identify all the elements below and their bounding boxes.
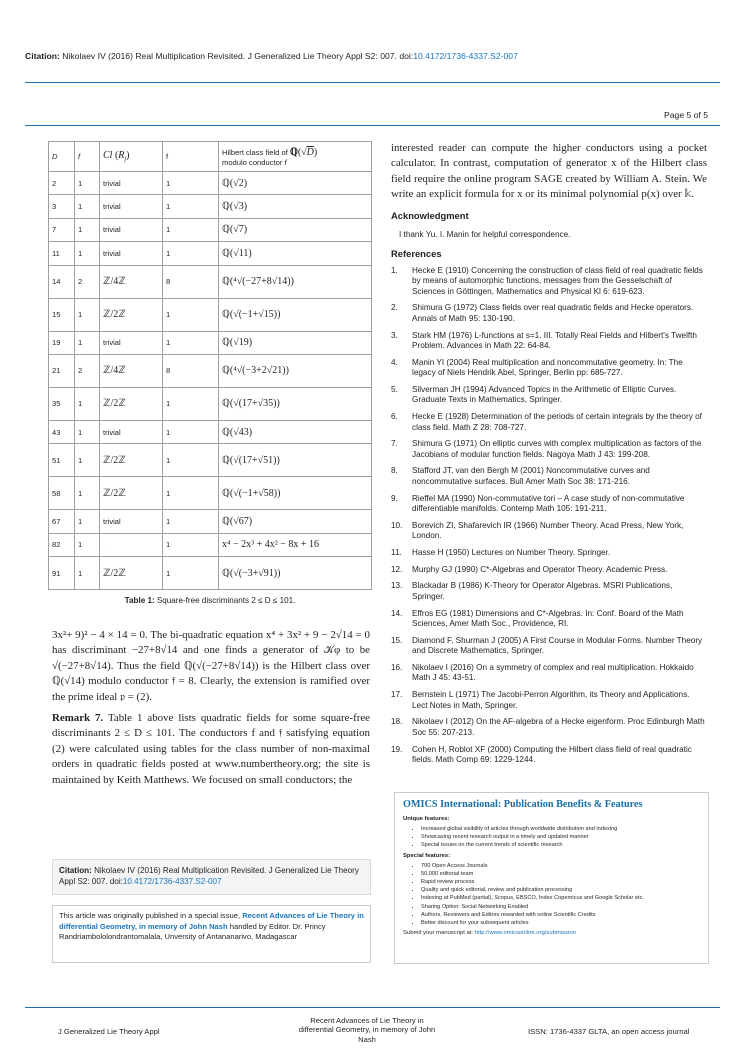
- cell-conductor: 1: [163, 331, 219, 354]
- cell-conductor: 1: [163, 172, 219, 195]
- cell-class-group: trivial: [100, 510, 163, 533]
- table-body: [49, 172, 372, 590]
- header-conductor: f: [163, 142, 219, 172]
- cell-f: 1: [75, 242, 100, 265]
- cell-class-group: ℤ/2ℤ: [100, 557, 163, 590]
- citation-box: [52, 859, 371, 895]
- table-row: [49, 444, 372, 477]
- table-caption-label: Table 1:: [124, 596, 155, 606]
- omics-submit: [403, 930, 700, 936]
- reference-text: Borevich ZI, Shafarevich IR (1966) Number Theory. Acad Press, New York, London.: [412, 520, 684, 541]
- cell-conductor: 1: [163, 477, 219, 510]
- omics-unique-list: [403, 825, 700, 850]
- table-row: [49, 387, 372, 420]
- cell-hilbert-field: ℚ(⁴√(−27+8√14)): [219, 265, 372, 298]
- omics-special-list: [403, 862, 700, 928]
- cell-d: 43: [49, 420, 75, 443]
- reference-item: [391, 331, 707, 352]
- reference-number: 8.: [391, 466, 398, 476]
- cell-class-group: trivial: [100, 218, 163, 241]
- cell-hilbert-field: ℚ(√(17+√35)): [219, 387, 372, 420]
- table-row: [49, 533, 372, 556]
- table-row: [49, 420, 372, 443]
- cell-class-group: trivial: [100, 172, 163, 195]
- omics-feature-item: • Sharing Option: Social Networking Enabled: [421, 903, 700, 911]
- reference-item: [391, 609, 707, 630]
- reference-item: [391, 385, 707, 406]
- reference-text: Murphy GJ (1990) C*-Algebras and Operator Theory. Academic Press.: [412, 564, 668, 574]
- cell-hilbert-field: x⁴ − 2x³ + 4x² − 8x + 16: [219, 533, 372, 556]
- reference-item: [391, 745, 707, 766]
- reference-number: 9.: [391, 493, 398, 503]
- table-caption: [48, 596, 372, 605]
- reference-number: 1.: [391, 265, 398, 275]
- cell-d: 14: [49, 265, 75, 298]
- omics-title: OMICS International: Publication Benefits & Features: [403, 799, 643, 810]
- reference-text: Diamond F, Shurman J (2005) A First Course in Modular Forms. Number Theory and Discrete Mathematics, Springer.: [412, 635, 703, 656]
- cell-f: 1: [75, 533, 100, 556]
- reference-item: [391, 412, 707, 433]
- cell-d: 67: [49, 510, 75, 533]
- cell-f: 1: [75, 510, 100, 533]
- header-rule: [25, 82, 720, 83]
- reference-number: 10.: [391, 520, 403, 530]
- cell-class-group: ℤ/2ℤ: [100, 298, 163, 331]
- citation-box-label: Citation:: [59, 866, 92, 875]
- cell-f: 1: [75, 172, 100, 195]
- reference-item: [391, 636, 707, 657]
- cell-conductor: 1: [163, 557, 219, 590]
- reference-item: [391, 521, 707, 542]
- special-issue-box: [52, 905, 371, 963]
- omics-feature-item: • Better discount for your subsequent articles: [421, 919, 700, 927]
- footer-journal: J Generalized Lie Theory Appl: [58, 1027, 160, 1036]
- cell-f: 1: [75, 195, 100, 218]
- cell-class-group: ℤ/2ℤ: [100, 387, 163, 420]
- reference-text: Shimura G (1972) Class fields over real quadratic fields and Hecke operators. Annals of Math 95: 130-190.: [412, 303, 694, 323]
- footer-issn: ISSN: 1736-4337 GLTA, an open access journal: [528, 1027, 690, 1036]
- omics-submit-link[interactable]: http://www.omicsonline.org/submission: [474, 930, 576, 937]
- cell-class-group: trivial: [100, 420, 163, 443]
- reference-number: 16.: [391, 662, 403, 672]
- reference-item: [391, 266, 707, 298]
- cell-hilbert-field: ℚ(√(−1+√58)): [219, 477, 372, 510]
- reference-item: [391, 303, 707, 324]
- cell-class-group: ℤ/4ℤ: [100, 354, 163, 387]
- reference-number: 13.: [391, 581, 403, 591]
- header-doi-link[interactable]: 10.4172/1736-4337.S2-007: [413, 51, 518, 61]
- table-row: [49, 557, 372, 590]
- reference-text: Hecke E (1928) Determination of the periods of certain integrals by the theory of class field. Math Z 28: 708-727.: [412, 412, 702, 432]
- reference-text: Rieffel MA (1990) Non-commutative tori – A case study of non-commutative differentiable manifolds. Contemp Math 105: 191-211.: [412, 493, 685, 514]
- special-issue-title[interactable]: Recent Advances of Lie Theory in differential Geometry, in memory of John Nash: [59, 911, 364, 931]
- reference-text: Stafford JT, van den Bergh M (2001) Noncommutative curves and noncommutative surfaces. Bull Amer Math Soc 38: 171-216.: [412, 466, 650, 486]
- remark-label: Remark 7.: [52, 712, 104, 725]
- cell-conductor: 1: [163, 242, 219, 265]
- citation-box-text: Nikolaev IV (2016) Real Multiplication Revisited. J Generalized Lie Theory Appl S2: 007. doi:: [59, 866, 359, 886]
- right-column: [391, 141, 707, 772]
- reference-item: [391, 663, 707, 684]
- page-number-rule: [25, 125, 720, 126]
- cell-f: 1: [75, 387, 100, 420]
- cell-conductor: 8: [163, 354, 219, 387]
- cell-d: 58: [49, 477, 75, 510]
- reference-text: Stark HM (1976) L-functions at s=1. III. Totally Real Fields and Hilbert's Twelfth Problem. Advances in Math 22: 64-84.: [412, 330, 697, 350]
- cell-conductor: 1: [163, 298, 219, 331]
- table-row: [49, 172, 372, 195]
- table-row: [49, 354, 372, 387]
- cell-f: 1: [75, 298, 100, 331]
- reference-text: Bernstein L (1971) The Jacobi-Perron Algorithm, its Theory and Applications. Lect Notes in Math, Springer.: [412, 690, 690, 710]
- table-row: [49, 298, 372, 331]
- cell-d: 91: [49, 557, 75, 590]
- reference-number: 15.: [391, 635, 403, 645]
- cell-conductor: 1: [163, 444, 219, 477]
- reference-text: Cohen H, Roblot XF (2000) Computing the Hilbert class field of real quadratic fields. Math Comp 69: 1229-1244.: [412, 744, 692, 764]
- reference-number: 2.: [391, 303, 398, 313]
- cell-conductor: 1: [163, 387, 219, 420]
- reference-item: [391, 466, 707, 487]
- cell-hilbert-field: ℚ(√7): [219, 218, 372, 241]
- cell-f: 1: [75, 477, 100, 510]
- cell-hilbert-field: ℚ(√(−1+√15)): [219, 298, 372, 331]
- cell-conductor: 1: [163, 195, 219, 218]
- table-container: [48, 141, 372, 605]
- cell-f: 1: [75, 331, 100, 354]
- omics-feature-item: • 700 Open Access Journals: [421, 862, 700, 870]
- omics-feature-item: • Showcasing recent research output in a timely and updated manner: [421, 833, 700, 841]
- reference-text: Manin YI (2004) Real multiplication and noncommutative geometry. In: The legacy of Niels Hendrik Abel, Springer, Berlin pp: 685-727.: [412, 357, 683, 378]
- cell-hilbert-field: ℚ(√(17+√51)): [219, 444, 372, 477]
- reference-number: 14.: [391, 608, 403, 618]
- reference-text: Blackadar B (1986) K-Theory for Operator Algebras. MSRI Publications, Springer.: [412, 581, 673, 601]
- reference-item: [391, 548, 707, 559]
- cell-class-group: ...: [100, 533, 163, 556]
- cell-class-group: ℤ/2ℤ: [100, 444, 163, 477]
- reference-number: 19.: [391, 744, 403, 754]
- refs-heading: References: [391, 247, 442, 259]
- omics-feature-item: • Rapid review process: [421, 878, 700, 886]
- footer-rule: [25, 1007, 720, 1008]
- cell-d: 3: [49, 195, 75, 218]
- table-row: [49, 195, 372, 218]
- table-row: [49, 242, 372, 265]
- omics-submit-label: Submit your manuscript at:: [403, 930, 474, 937]
- cell-f: 1: [75, 557, 100, 590]
- reference-item: [391, 581, 707, 602]
- table-row: [49, 510, 372, 533]
- cell-conductor: 1: [163, 218, 219, 241]
- cell-f: 2: [75, 354, 100, 387]
- citation-box-doi[interactable]: 10.4172/1736-4337.S2-007: [122, 877, 222, 886]
- cell-class-group: trivial: [100, 242, 163, 265]
- cell-d: 7: [49, 218, 75, 241]
- special-issue-suffix: handled by Editor. Dr. Princy Randriambololondrantomalala, Unversity of Antananarivo, Madagascar: [59, 921, 326, 942]
- cell-d: 35: [49, 387, 75, 420]
- cell-class-group: trivial: [100, 195, 163, 218]
- cell-f: 1: [75, 444, 100, 477]
- omics-unique-heading: Unique features:: [403, 816, 450, 822]
- cell-f: 1: [75, 218, 100, 241]
- ack-text: I thank Yu. I. Manin for helpful correspondence.: [399, 229, 571, 239]
- header-hilbert-line2: modulo conductor: [222, 157, 283, 167]
- reference-item: [391, 690, 707, 711]
- remark-text: Table 1 above lists quadratic fields for some square-free discriminants 2 ≤ D ≤ 101. The conductors f and 𝔣 satisfying equation (2) were calculated using tables for the class number of non-maximal orders in quadratic fields posted at www.numbertheory.org; the site is maintained by Keith Matthews. We focused on small conductors; the: [52, 712, 370, 786]
- cell-d: 15: [49, 298, 75, 331]
- omics-feature-item: • Quality and quick editorial, review and publication processing: [421, 886, 700, 894]
- header-d: D: [49, 142, 75, 172]
- cell-d: 21: [49, 354, 75, 387]
- header-cl: Cl $(R_f)$: [100, 142, 163, 172]
- reference-number: 7.: [391, 439, 398, 449]
- reference-item: [391, 439, 707, 460]
- cell-conductor: 1: [163, 420, 219, 443]
- reference-text: Shimura G (1971) On elliptic curves with complex multiplication as factors of the Jacobians of modular function fields. Nagoya Math J 43: 199-208.: [412, 439, 702, 459]
- table-row: [49, 218, 372, 241]
- header-hilbert: Hilbert class field of ℚ(√D) modulo conductor f: [219, 142, 372, 172]
- footer-center: Recent Advances of Lie Theory in differential Geometry, in memory of John Nash: [298, 1016, 436, 1044]
- reference-number: 3.: [391, 330, 398, 340]
- header-hilbert-line1: Hilbert class field of: [222, 147, 288, 157]
- header-citation-label: Citation:: [25, 51, 60, 61]
- right-para-1: interested reader can compute the higher conductors using a pocket calculator. In contrast, computation of generator x of the Hilbert class field require the online program SAGE created by William A. Stein. We write an explicit formula for x or its minimal polynomial p(x) over 𝕜.: [391, 142, 707, 201]
- header-f: f: [75, 142, 100, 172]
- reference-item: [391, 358, 707, 379]
- omics-feature-item: • Increased global visibility of articles through worldwide distribution and indexing: [421, 825, 700, 833]
- cell-f: 1: [75, 420, 100, 443]
- reference-item: [391, 565, 707, 576]
- header-citation: [25, 51, 725, 61]
- table-row: [49, 265, 372, 298]
- cell-class-group: ℤ/4ℤ: [100, 265, 163, 298]
- omics-feature-item: • Indexing at PubMed (partial), Scopus, EBSCO, Index Copernicus and Google Scholar etc.: [421, 894, 700, 902]
- cell-class-group: ℤ/2ℤ: [100, 477, 163, 510]
- cell-hilbert-field: ℚ(√2): [219, 172, 372, 195]
- cell-hilbert-field: ℚ(√3): [219, 195, 372, 218]
- reference-number: 6.: [391, 412, 398, 422]
- reference-number: 11.: [391, 548, 402, 557]
- left-body: [52, 628, 370, 788]
- cell-hilbert-field: ℚ(√19): [219, 331, 372, 354]
- reference-text: Nikolaev I (2012) On the AF-algebra of a Hecke eigenform. Proc Edinburgh Math Soc 55: 207-213.: [412, 717, 705, 737]
- omics-special-heading: Special features:: [403, 852, 451, 859]
- omics-feature-item: • Special issues on the current trends of scientific research: [421, 841, 700, 849]
- reference-number: 5.: [391, 384, 398, 394]
- cell-f: 2: [75, 265, 100, 298]
- left-para-1: 3x²+ 9)² − 4 × 14 = 0. The bi-quadratic equation x⁴ + 3x² + 9 − 2√14 = 0 has discriminant −27+8√14 and one finds a generator of 𝒦φ to be √(−27+8√14). Thus the field ℚ(√(−27+8√14)) is the Hilbert class over ℚ(√14) modulo conductor 𝔣 = 8. Clearly, the extension is ramified over the prime ideal 𝔭 = (2).: [52, 629, 370, 703]
- cell-d: 19: [49, 331, 75, 354]
- omics-box: [394, 792, 709, 964]
- reference-text: Hecke E (1910) Concerning the construction of class field of real quadratic fields by means of automorphic functions, messages from the Gesselschaft of Sciences in Göttingen, Mathematics and Physical Kl 6: 619-623.: [412, 265, 703, 296]
- reference-item: [391, 494, 707, 515]
- reference-text: Nikolaev I (2016) On a symmetry of complex and real multiplication. Hokkaido Math J 45: 43-51.: [412, 662, 694, 683]
- cell-hilbert-field: ℚ(√67): [219, 510, 372, 533]
- page-number: Page 5 of 5: [664, 110, 708, 120]
- cell-d: 11: [49, 242, 75, 265]
- ack-heading: Acknowledgment: [391, 209, 469, 221]
- cell-hilbert-field: ℚ(√(−3+√91)): [219, 557, 372, 590]
- reference-item: [391, 717, 707, 738]
- table-row: [49, 331, 372, 354]
- reference-text: Effros EG (1981) Dimensions and C*-Algebras. In: Conf. Board of the Math Sciences, Amer Math Soc., Providence, RI.: [412, 608, 684, 629]
- special-issue-prefix: This article was originally published in a special issue,: [59, 911, 241, 920]
- table-caption-text: Square-free discriminants 2 ≤ D ≤ 101.: [156, 596, 296, 606]
- omics-feature-item: • 50,000 editorial team: [421, 870, 700, 878]
- reference-number: 17.: [391, 690, 403, 700]
- reference-number: 12.: [391, 564, 403, 574]
- cell-hilbert-field: ℚ(√11): [219, 242, 372, 265]
- cell-d: 82: [49, 533, 75, 556]
- cell-class-group: trivial: [100, 331, 163, 354]
- header-citation-text: Nikolaev IV (2016) Real Multiplication Revisited. J Generalized Lie Theory Appl S2: 007. doi:: [62, 51, 414, 61]
- remark-7: [52, 711, 370, 788]
- cell-conductor: 1: [163, 533, 219, 556]
- table-header-row: [49, 142, 372, 172]
- reference-number: 4.: [391, 357, 398, 367]
- reference-text: Hasse H (1950) Lectures on Number Theory. Springer.: [412, 548, 611, 557]
- cell-hilbert-field: ℚ(√43): [219, 420, 372, 443]
- cell-conductor: 8: [163, 265, 219, 298]
- cell-conductor: 1: [163, 510, 219, 533]
- cell-hilbert-field: ℚ(⁴√(−3+2√21)): [219, 354, 372, 387]
- cell-d: 51: [49, 444, 75, 477]
- reference-number: 18.: [391, 717, 403, 727]
- references-list: [391, 266, 707, 766]
- discriminant-table: [48, 141, 372, 590]
- omics-feature-item: • Authors, Reviewers and Editors rewarded with online Scientific Credits: [421, 911, 700, 919]
- cell-d: 2: [49, 172, 75, 195]
- reference-text: Silverman JH (1994) Advanced Topics in the Arithmetic of Elliptic Curves. Graduate Texts in Mathematics, Springer.: [412, 384, 677, 405]
- table-row: [49, 477, 372, 510]
